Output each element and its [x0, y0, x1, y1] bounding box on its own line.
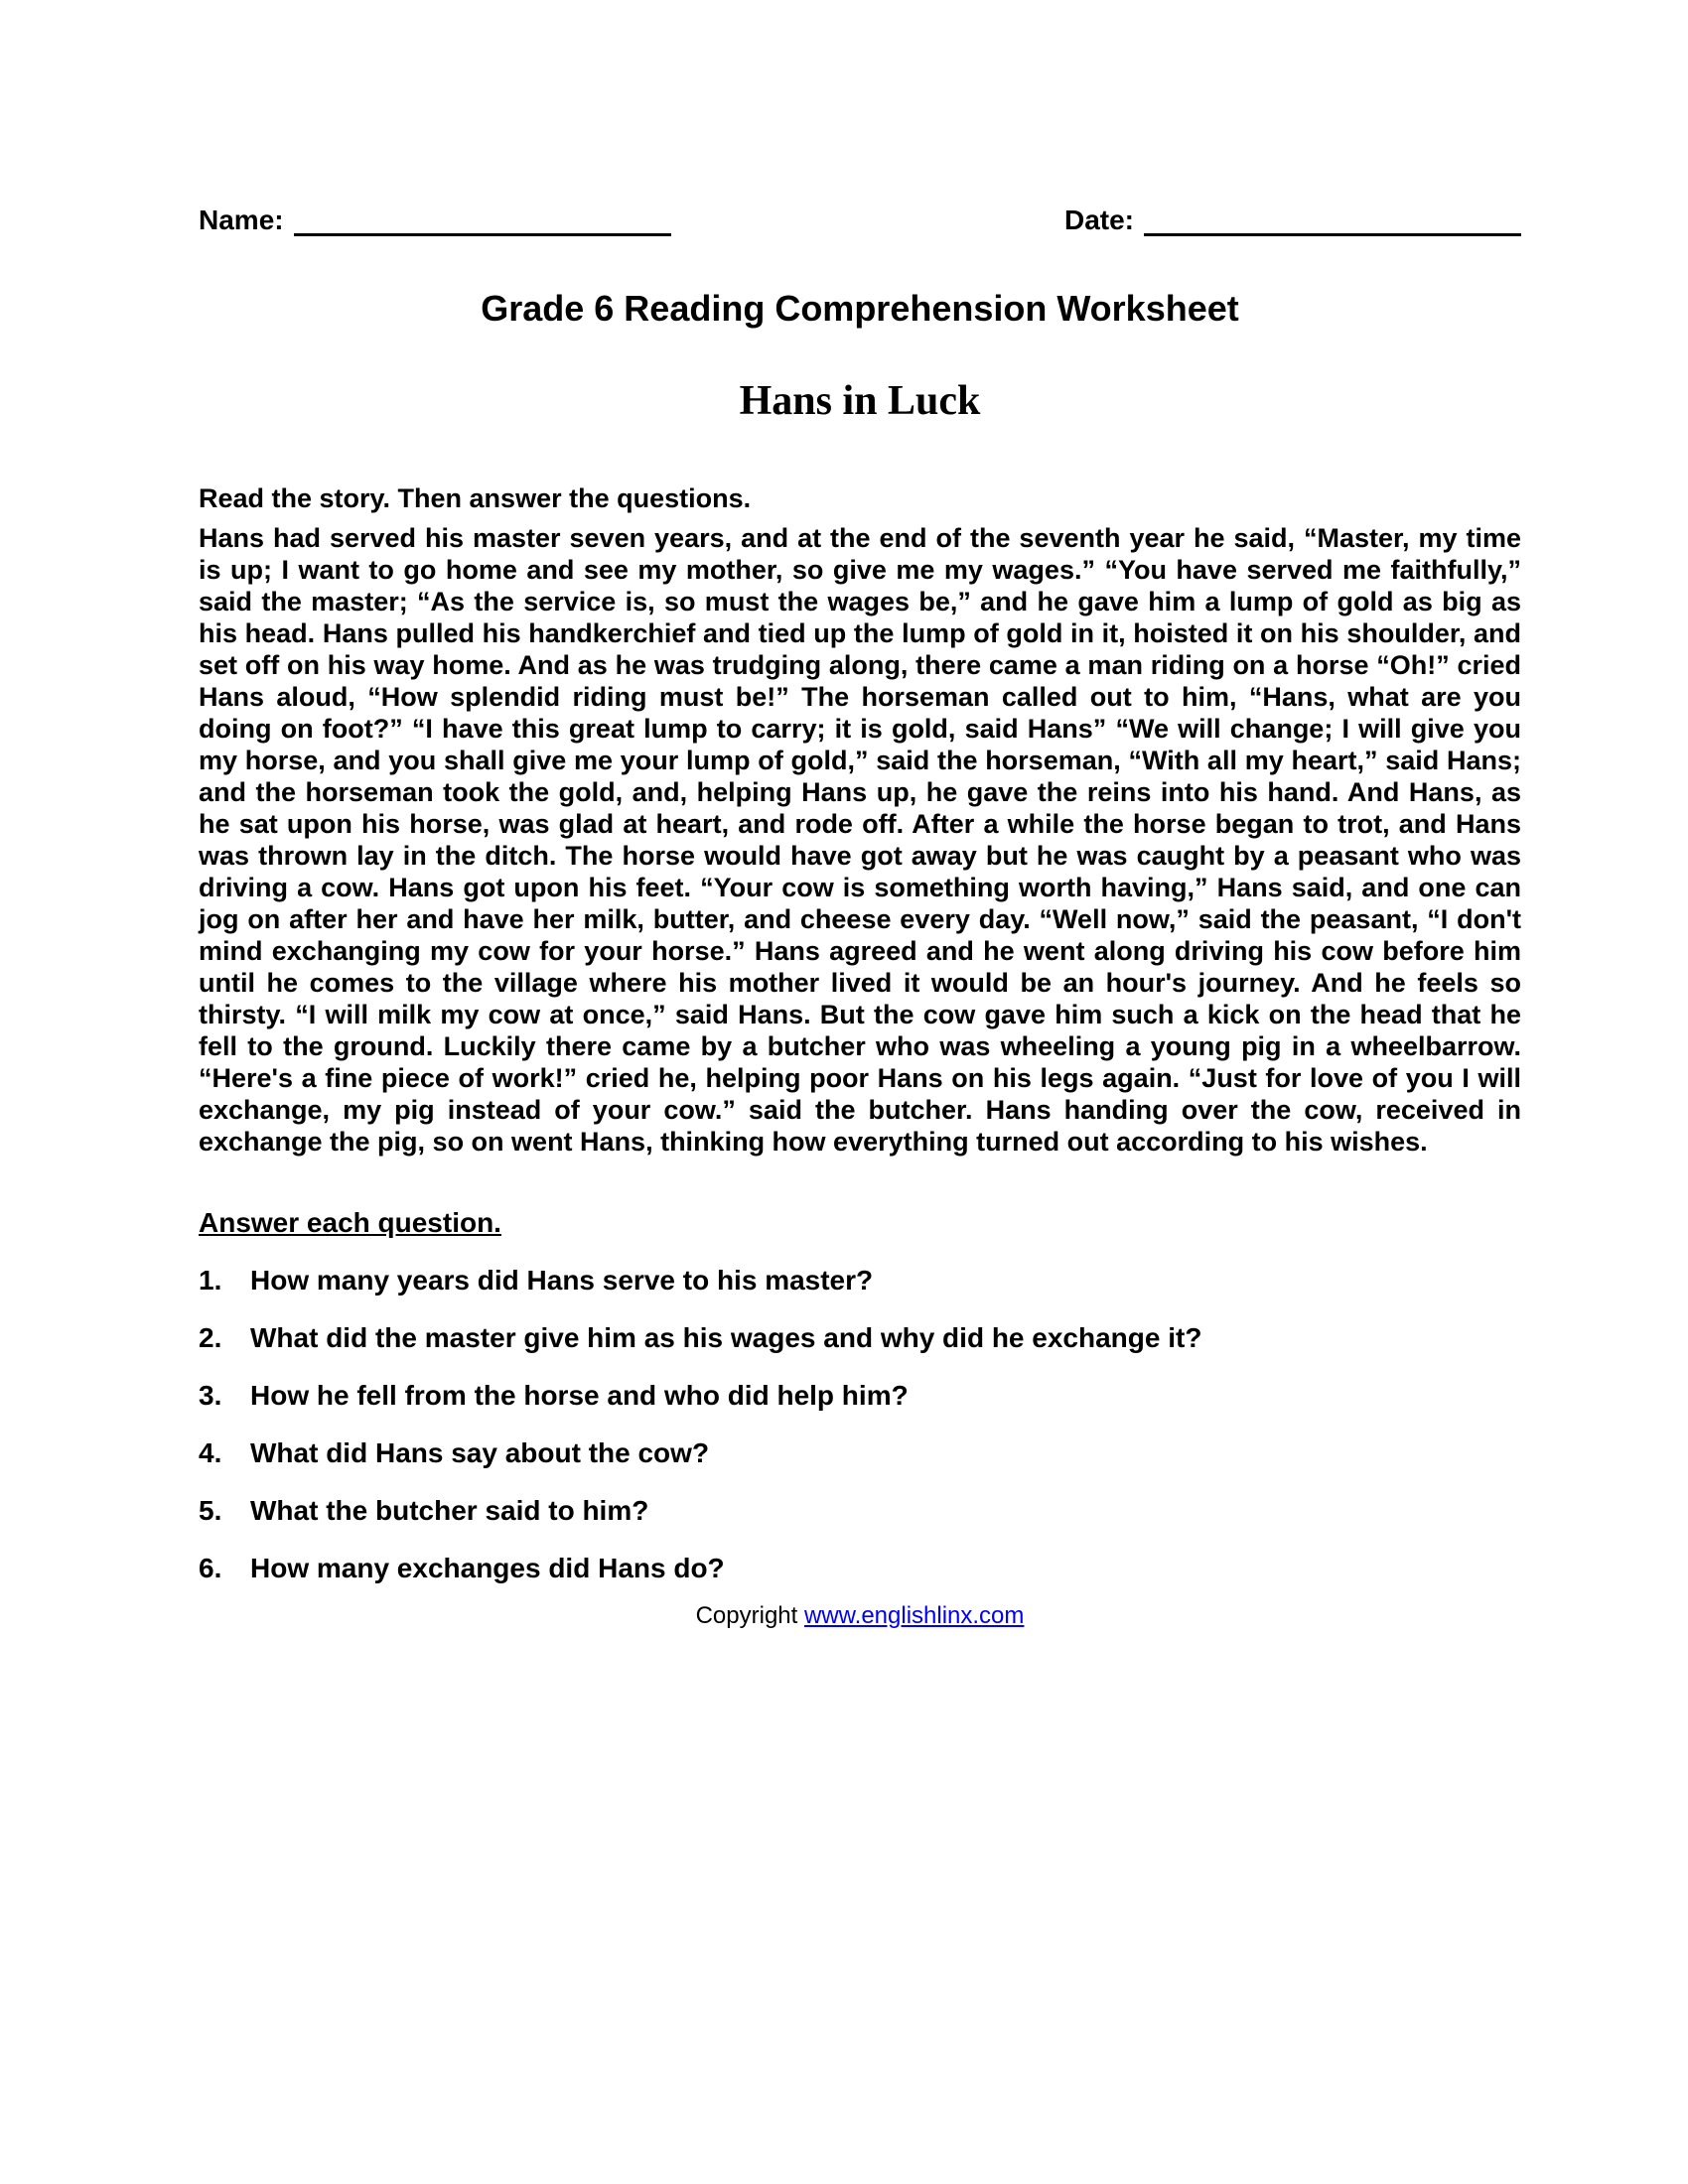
question-item	[199, 1553, 1521, 1584]
date-field-group	[1064, 204, 1521, 236]
copyright-text: Copyright	[695, 1602, 804, 1629]
question-text: How many years did Hans serve to his master?	[250, 1265, 874, 1296]
name-blank-line	[294, 204, 671, 236]
question-number: 5.	[199, 1495, 222, 1526]
question-text: How he fell from the horse and who did help him?	[250, 1380, 909, 1411]
question-item	[199, 1322, 1521, 1354]
name-date-row	[199, 204, 1521, 236]
question-text: How many exchanges did Hans do?	[250, 1553, 725, 1583]
name-field-group	[199, 204, 671, 236]
worksheet-content	[199, 204, 1521, 1630]
copyright-footer	[199, 1602, 1521, 1630]
date-blank-line	[1144, 204, 1521, 236]
question-item	[199, 1437, 1521, 1469]
question-number: 3.	[199, 1380, 222, 1411]
question-number: 6.	[199, 1553, 222, 1583]
name-label: Name:	[199, 205, 284, 235]
question-text: What did the master give him as his wages and why did he exchange it?	[250, 1322, 1202, 1353]
questions-header: Answer each question.	[199, 1207, 501, 1238]
question-item	[199, 1265, 1521, 1297]
date-label: Date:	[1063, 205, 1134, 235]
question-text: What the butcher said to him?	[250, 1495, 649, 1526]
englishlinx-link[interactable]: www.englishlinx.com	[803, 1602, 1025, 1629]
instructions-text: Read the story. Then answer the questions.	[199, 483, 752, 513]
question-number: 1.	[199, 1265, 222, 1296]
question-item	[199, 1495, 1521, 1527]
story-paragraph: Hans had served his master seven years, and at the end of the seventh year he said, “Master, my time is up; I want to go home and see my mother, so give me my wages.” “You have served me faithfully,” said the master; “As the service is, so must the wages be,” and he gave him a lump of gold as big as his head. Hans pulled his handkerchief and tied up the lump of gold in it, hoisted it on his shoulder, and set off on his way home. And as he was trudging along, there came a man riding on a horse “Oh!” cried Hans aloud, “How splendid riding must be!” The horseman called out to him, “Hans, what are you doing on foot?” “I have this great lump to carry; it is gold, said Hans” “We will change; I will give you my horse, and you shall give me your lump of gold,” said the horseman, “With all my heart,” said Hans; and the horseman took the gold, and, helping Hans up, he gave the reins into his hand. And Hans, as he sat upon his horse, was glad at heart, and rode off. After a while the horse began to trot, and Hans was thrown lay in the ditch. The horse would have got away but he was caught by a peasant who was driving a cow. Hans got upon his feet. “Your cow is something worth having,” Hans said, and one can jog on after her and have her milk, butter, and cheese every day. “Well now,” said the peasant, “I don't mind exchanging my cow for your horse.” Hans agreed and he went along driving his cow before him until he comes to the village where his mother lived it would be an hour's journey. And he feels so thirsty. “I will milk my cow at once,” said Hans. But the cow gave him such a kick on the head that he fell to the ground. Luckily there came by a butcher who was wheeling a young pig in a wheelbarrow. “Here's a fine piece of work!” cried he, helping poor Hans on his legs again. “Just for love of you I will exchange, my pig instead of your cow.” said the butcher. Hans handing over the cow, received in exchange the pig, so on went Hans, thinking how everything turned out according to his wishes.	[199, 523, 1521, 1157]
question-number: 4.	[199, 1437, 222, 1468]
question-text: What did Hans say about the cow?	[250, 1437, 710, 1468]
page-title: Grade 6 Reading Comprehension Worksheet	[481, 288, 1239, 329]
question-number: 2.	[199, 1322, 222, 1353]
story-title: Hans in Luck	[739, 378, 981, 424]
question-item	[199, 1380, 1521, 1412]
